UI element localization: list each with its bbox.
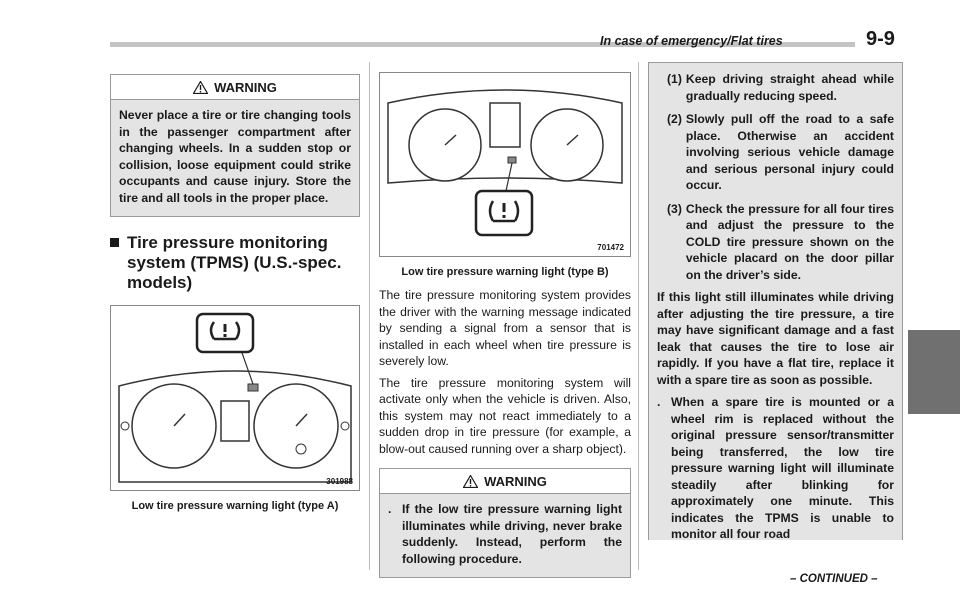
column-2: [379, 62, 631, 578]
warning-bullet: [657, 394, 894, 543]
step-text: Slowly pull off the road to a safe place. Otherwise an accident involving serious vehicle damage and serious personal injury could occur.: [685, 112, 894, 192]
warning-box: [110, 74, 360, 217]
warning-box: [379, 468, 631, 578]
warning-triangle-icon: [463, 475, 478, 488]
warning-triangle-icon: [193, 81, 208, 94]
section-title-text: Tire pressure monitoring system (TPMS) (U.S.-spec. models): [127, 233, 342, 292]
warning-bullet-text: If the low tire pressure warning light illuminates while driving, never brake suddenly. Instead, perform the following procedure.: [402, 502, 622, 566]
chapter-tab: [908, 330, 960, 414]
figure-code: 701472: [597, 243, 624, 252]
step-text: Keep driving straight ahead while gradually reducing speed.: [685, 72, 894, 103]
continued-label: – CONTINUED –: [790, 573, 878, 585]
body-paragraph: The tire pressure monitoring system will activate only when the vehicle is driven. Also, this system may not react immediately to a sudden drop in tire pressure (for example, a blow-out caused running over a sharp object).: [379, 375, 631, 456]
bullet-dot: .: [657, 395, 661, 409]
page-number: 9-9: [866, 28, 895, 50]
warning-label: WARNING: [214, 79, 277, 95]
warning-box-continued: [648, 62, 903, 540]
figure-caption: Low tire pressure warning light (type A): [131, 500, 339, 512]
warning-header: [380, 469, 630, 494]
figure-type-a: [110, 305, 360, 491]
bullet-dot: .: [388, 502, 392, 516]
step-text: Check the pressure for all four tires and adjust the pressure to the COLD tire pressure shown on the vehicle placard on the door pillar on the driver’s side.: [685, 201, 894, 282]
step-number: (1): [667, 72, 682, 86]
column-divider: [369, 62, 370, 570]
warning-text: Never place a tire or tire changing tools in the passenger compartment after changing wheels. In a sudden stop or collision, loose equipment could strike occupants and cause injury. Store the tire and all tools in the proper place.: [119, 108, 351, 205]
header-title: In case of emergency/Flat tires: [600, 34, 783, 48]
figure-caption: Low tire pressure warning light (type B): [401, 266, 609, 278]
instrument-cluster-illustration: [111, 306, 359, 488]
figure-code: 301988: [326, 477, 353, 486]
column-3: [648, 62, 903, 540]
warning-bullet: [380, 494, 630, 577]
instrument-cluster-illustration: [380, 73, 630, 254]
figure-type-b: [379, 72, 631, 257]
warning-paragraph: If this light still illuminates while driving after adjusting the tire pressure, a tire may have significant damage and a fast leak that causes the tire to lose air rapidly. If you have a flat tire, replace it with a spare tire as soon as possible.: [657, 290, 894, 387]
section-square-icon: [110, 238, 119, 247]
column-1: [110, 62, 360, 512]
section-title: [110, 233, 360, 293]
warning-label: WARNING: [484, 473, 547, 489]
step-number: (3): [667, 201, 682, 216]
procedure-step: [667, 71, 894, 104]
warning-bullet-text: When a spare tire is mounted or a wheel rim is replaced without the original pressure sensor/transmitter being transferred, the low tire pressure warning light will illuminate steadily after blinking for approximately one minute. This indicates the TPMS is unable to monitor all four road: [671, 395, 894, 541]
body-paragraph: The tire pressure monitoring system provides the driver with the warning message indicated by sending a signal from a sensor that is installed in each wheel when tire pressure is severely low.: [379, 288, 631, 368]
warning-header: [111, 75, 359, 100]
step-number: (2): [667, 112, 682, 126]
column-divider: [638, 62, 639, 570]
procedure-step: [667, 111, 894, 194]
procedure-step: [667, 201, 894, 284]
